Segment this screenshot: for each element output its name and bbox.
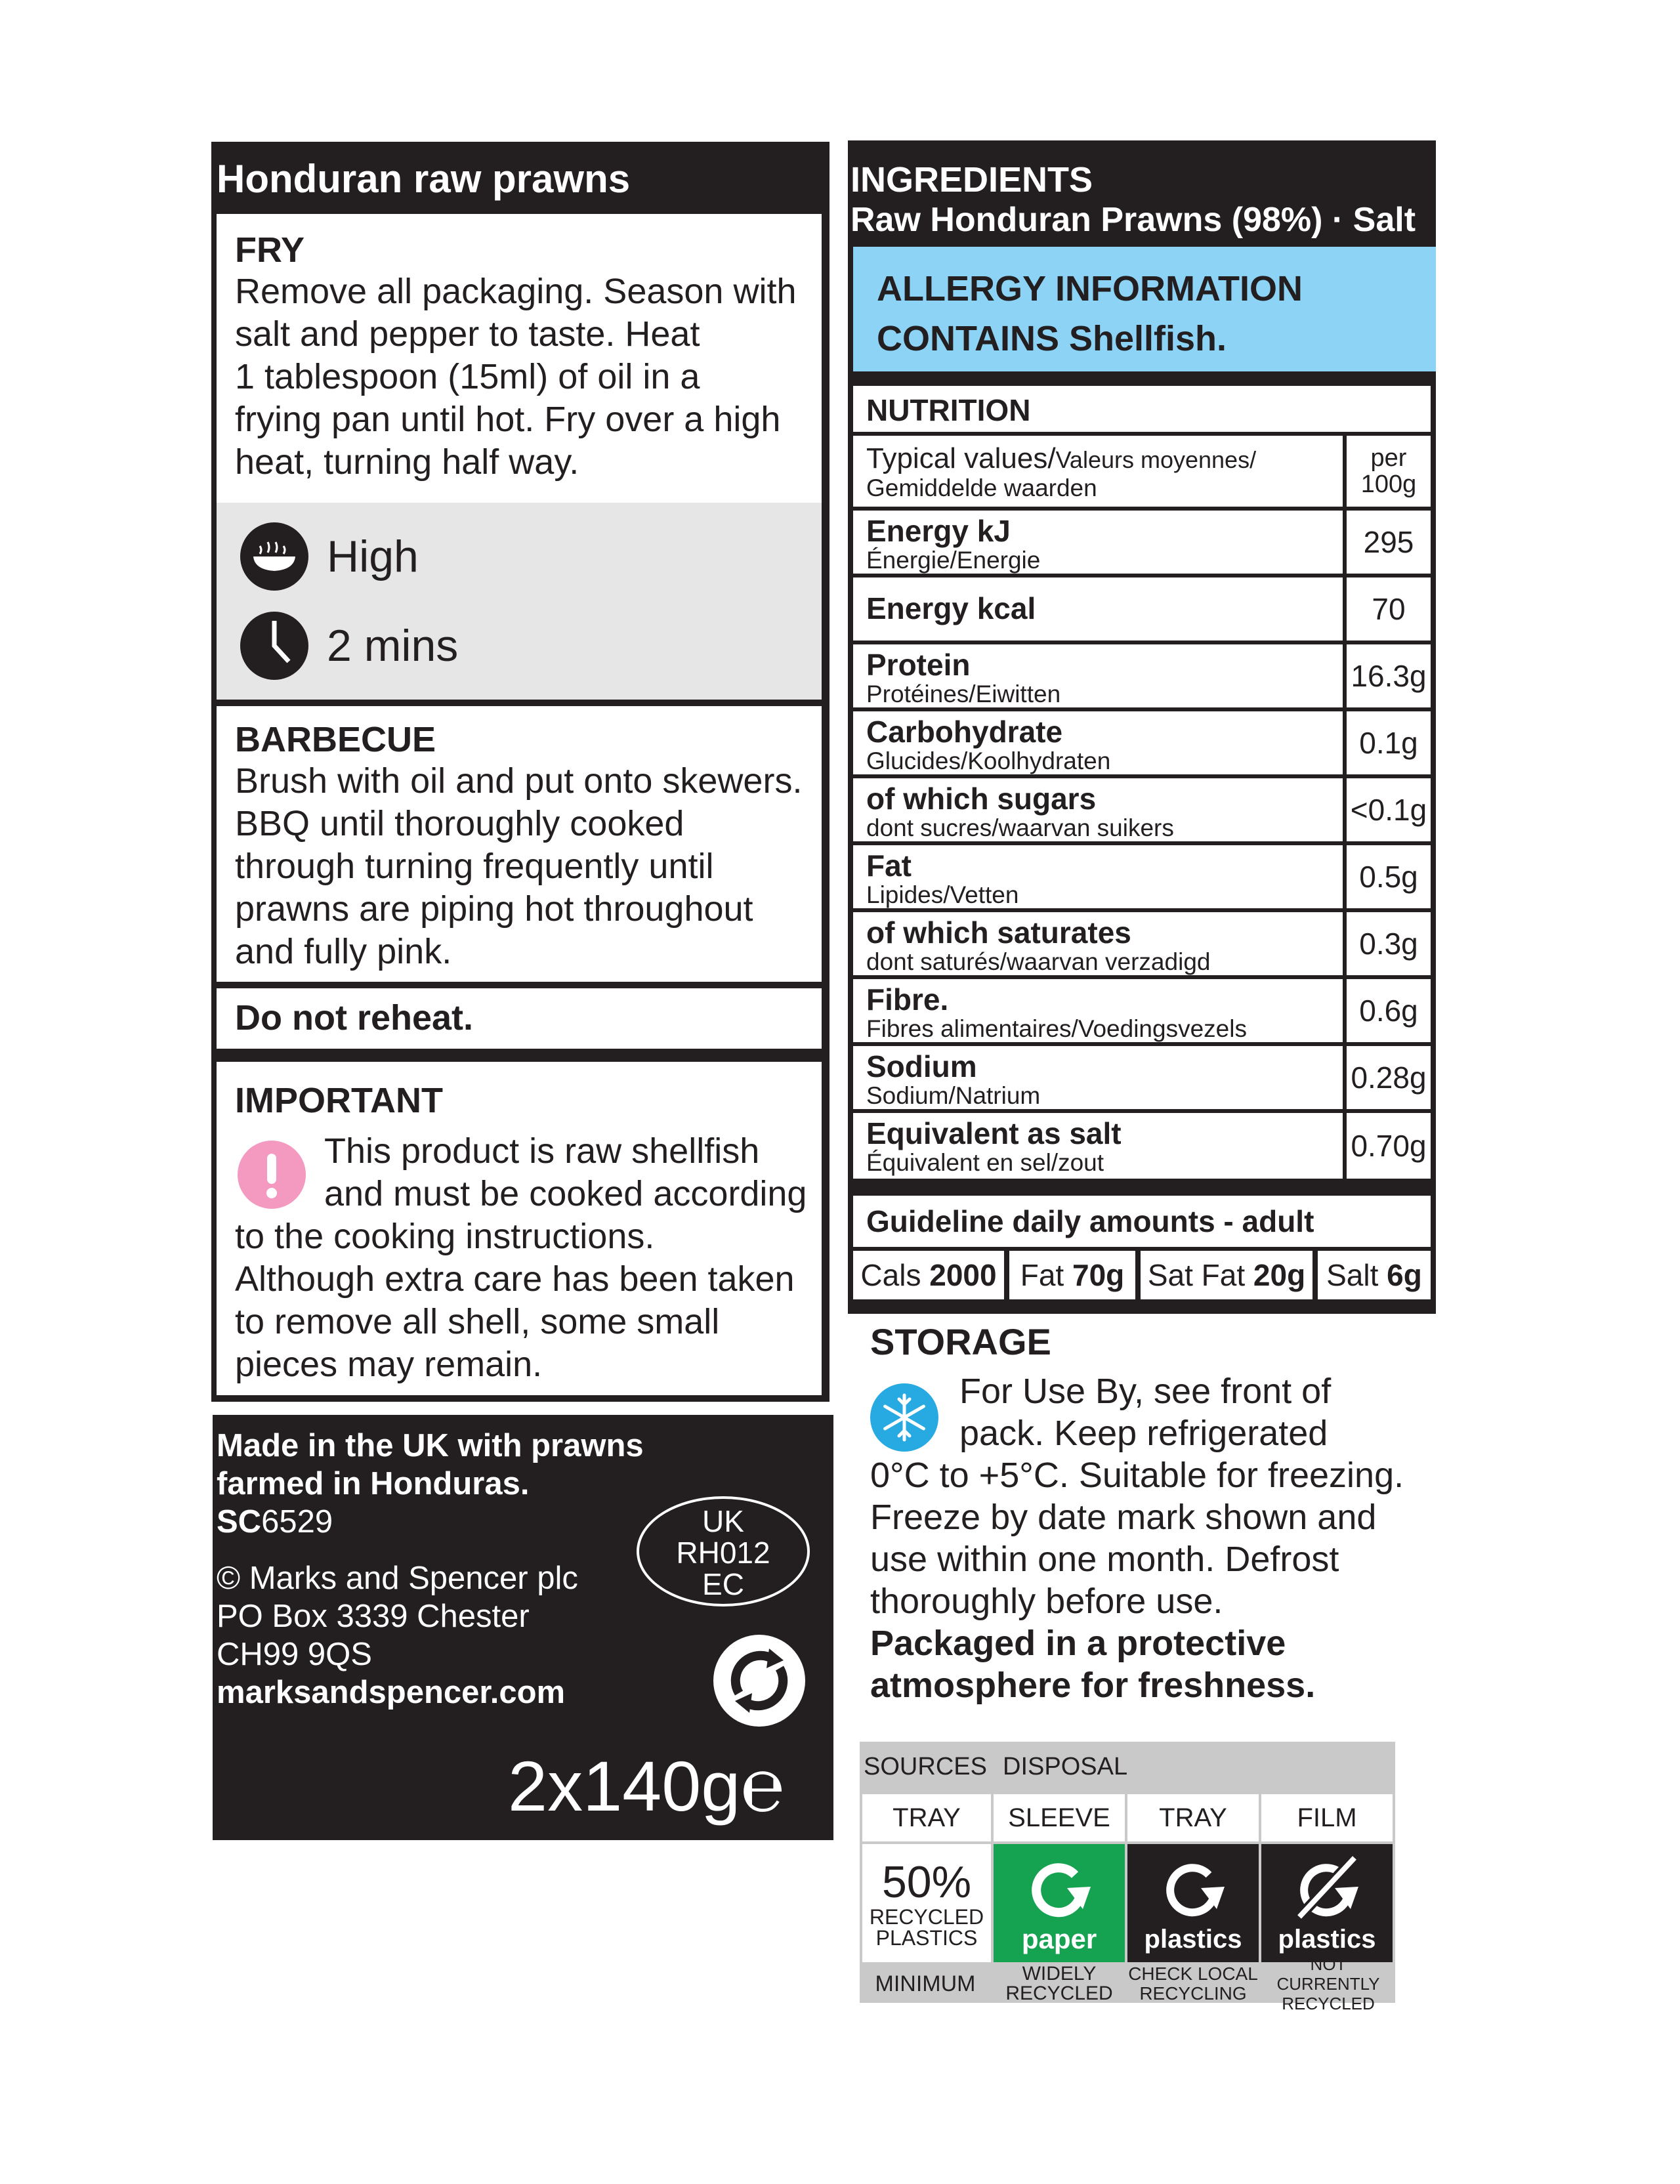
nutrient-value: 0.28g	[1347, 1046, 1431, 1109]
nutrition-row	[853, 1046, 1431, 1109]
nutrition-row	[853, 511, 1431, 574]
nutrition-row	[853, 778, 1431, 841]
fry-line: 1 tablespoon (15ml) of oil in a	[235, 357, 700, 396]
important-line: to the cooking instructions.	[235, 1217, 655, 1256]
recycle-arrow-icon	[1154, 1853, 1232, 1925]
nutrition-row	[853, 711, 1431, 774]
nutrient-value: 0.1g	[1347, 711, 1431, 774]
status-line: RECYCLED	[1005, 1983, 1113, 2004]
supplier-code-number: 6529	[261, 1504, 333, 1540]
frying-pan-icon	[240, 522, 308, 591]
nutrition-row	[853, 578, 1431, 640]
nutrient-name: Sodium	[866, 1049, 977, 1083]
health-mark-line: RH012	[676, 1536, 770, 1570]
barbecue-section	[217, 706, 822, 982]
material-label: paper	[1021, 1923, 1097, 1954]
address-line: CH99 9QS	[217, 1637, 372, 1672]
barbecue-heading: BARBECUE	[235, 720, 436, 759]
recycled-percent: 50%	[881, 1857, 972, 1907]
column-header: TRAY	[1127, 1794, 1259, 1841]
allergy-text: CONTAINS Shellfish.	[877, 319, 1227, 358]
storage-line: thoroughly before use.	[870, 1582, 1223, 1621]
typical-values-nl: Gemiddelde waarden	[866, 474, 1097, 501]
nutrient-translation: Glucides/Koolhydraten	[866, 747, 1111, 774]
fry-heading: FRY	[235, 230, 304, 270]
fry-settings	[217, 503, 822, 700]
nutrient-value: 16.3g	[1347, 644, 1431, 707]
nutrition-row	[853, 1113, 1431, 1179]
heat-label: High	[327, 532, 419, 581]
nutrient-name: Fibre.	[866, 982, 949, 1017]
fry-line: Remove all packaging. Season with	[235, 272, 797, 311]
barbecue-line: BBQ until thoroughly cooked	[235, 804, 684, 843]
storage-line-bold: Packaged in a protective	[870, 1624, 1286, 1663]
status-line: NOT CURRENTLY	[1276, 1954, 1380, 1994]
per-label: per	[1370, 444, 1407, 472]
cooking-instructions	[211, 214, 830, 1402]
supplier-code-prefix: SC	[217, 1504, 262, 1540]
status-line: RECYCLED	[1282, 1994, 1375, 2013]
gda-label: Sat Fat	[1147, 1258, 1246, 1292]
nutrition-heading: NUTRITION	[853, 386, 1431, 432]
estimated-sign-icon: ℮	[740, 1744, 785, 1826]
website: marksandspencer.com	[217, 1675, 566, 1710]
tray-recycle-label	[1127, 1844, 1259, 1962]
nutrient-name: of which sugars	[866, 782, 1097, 816]
company-name: © Marks and Spencer plc	[217, 1561, 578, 1596]
material-label: plastics	[1278, 1925, 1376, 1954]
nutrient-value: <0.1g	[1347, 778, 1431, 841]
barbecue-line: through turning frequently until	[235, 847, 714, 886]
sleeve-recycle-label	[994, 1844, 1125, 1962]
barbecue-line: and fully pink.	[235, 932, 452, 971]
gda-value: 2000	[929, 1258, 997, 1292]
storage-line: For Use By, see front of	[959, 1372, 1332, 1411]
recycle-arrows-icon	[710, 1631, 808, 1730]
nutrition-row	[853, 644, 1431, 707]
origin-panel	[213, 1415, 833, 1840]
gda-cell	[1141, 1251, 1312, 1299]
ingredients-panel	[848, 140, 1436, 247]
gda-value: 20g	[1253, 1258, 1306, 1292]
typical-values-label: Typical values/	[866, 442, 1056, 474]
status-line: RECYCLING	[1139, 1983, 1247, 2004]
gda-value: 70g	[1072, 1258, 1125, 1292]
barbecue-line: prawns are piping hot throughout	[235, 889, 753, 929]
recycled-line: PLASTICS	[875, 1926, 978, 1950]
nutrient-value: 0.5g	[1347, 845, 1431, 908]
gda-cell	[853, 1251, 1004, 1299]
nutrient-translation: Énergie/Energie	[866, 547, 1041, 574]
status-line: CHECK LOCAL	[1128, 1964, 1258, 1984]
gda-heading: Guideline daily amounts - adult	[853, 1196, 1431, 1247]
nutrient-name: Protein	[866, 648, 971, 682]
ingredients-text: Raw Honduran Prawns (98%) · Salt	[850, 201, 1416, 239]
origin-line: Made in the UK with prawns	[217, 1428, 644, 1463]
time-setting	[240, 612, 458, 680]
film-recycle-label	[1261, 1844, 1393, 1962]
fry-line: frying pan until hot. Fry over a high	[235, 400, 781, 439]
gda-cell	[1318, 1251, 1431, 1299]
not-recyclable-icon	[1288, 1853, 1366, 1925]
recycling-status	[1127, 1965, 1259, 2003]
snowflake-icon	[870, 1383, 938, 1452]
nutrient-translation: Fibres alimentaires/Voedingsvezels	[866, 1015, 1247, 1042]
nutrient-name: Energy kJ	[866, 514, 1011, 548]
fry-section	[217, 214, 822, 503]
product-title: Honduran raw prawns	[211, 142, 830, 214]
material-label: plastics	[1144, 1925, 1242, 1954]
storage-line: use within one month. Defrost	[870, 1540, 1339, 1579]
nutrient-translation: Équivalent en sel/zout	[866, 1149, 1104, 1176]
nutrient-value: 0.6g	[1347, 979, 1431, 1042]
column-header: TRAY	[862, 1794, 991, 1841]
storage-line: pack. Keep refrigerated	[959, 1414, 1328, 1453]
net-weight-value: 2x140g	[508, 1746, 741, 1826]
supplier-code	[217, 1503, 333, 1541]
storage-line: 0°C to +5°C. Suitable for freezing.	[870, 1456, 1404, 1495]
recycle-arrow-icon	[1020, 1853, 1099, 1925]
important-line: pieces may remain.	[235, 1345, 543, 1384]
ingredients-heading: INGREDIENTS	[850, 160, 1093, 200]
storage-line-bold: atmosphere for freshness.	[870, 1666, 1316, 1705]
nutrition-row	[853, 845, 1431, 908]
address-line: PO Box 3339 Chester	[217, 1599, 530, 1634]
gda-label: Fat	[1020, 1258, 1064, 1292]
nutrient-name: of which saturates	[866, 915, 1131, 950]
nutrient-translation: dont sucres/waarvan suikers	[866, 814, 1174, 841]
nutrient-translation: Protéines/Eiwitten	[866, 681, 1061, 707]
gda-label: Salt	[1326, 1258, 1379, 1292]
gda-value: 6g	[1387, 1258, 1422, 1292]
nutrient-translation: Lipides/Vetten	[866, 881, 1019, 908]
column-header: SLEEVE	[994, 1794, 1125, 1841]
per-amount: 100g	[1360, 471, 1417, 498]
nutrient-name: Equivalent as salt	[866, 1116, 1122, 1150]
storage-line: Freeze by date mark shown and	[870, 1498, 1377, 1537]
fry-line: salt and pepper to taste. Heat	[235, 314, 700, 354]
recycling-status	[994, 1965, 1125, 2003]
nutrient-name: Carbohydrate	[866, 715, 1063, 749]
nutrient-value: 0.70g	[1347, 1113, 1431, 1179]
gda-label: Cals	[860, 1258, 921, 1292]
important-line: and must be cooked according	[324, 1174, 807, 1213]
nutrition-row	[853, 979, 1431, 1042]
storage-section	[870, 1319, 1454, 1726]
nutrient-translation: Sodium/Natrium	[866, 1082, 1041, 1109]
sources-label: SOURCES	[860, 1742, 991, 1792]
important-section	[217, 1062, 822, 1395]
column-header: FILM	[1261, 1794, 1393, 1841]
storage-heading: STORAGE	[870, 1321, 1051, 1362]
allergy-heading: ALLERGY INFORMATION	[877, 269, 1303, 308]
important-heading: IMPORTANT	[235, 1081, 443, 1120]
net-weight	[508, 1743, 785, 1829]
nutrient-name: Energy kcal	[866, 591, 1036, 625]
barbecue-line: Brush with oil and put onto skewers.	[235, 761, 803, 801]
recycled-content	[862, 1844, 991, 1962]
nutrient-value: 70	[1347, 578, 1431, 640]
fry-line: heat, turning half way.	[235, 442, 579, 482]
minimum-label: MINIMUM	[860, 1965, 991, 2003]
important-line: This product is raw shellfish	[324, 1131, 760, 1171]
nutrient-name: Fat	[866, 849, 912, 883]
disposal-label: DISPOSAL	[994, 1742, 1395, 1792]
nutrient-value: 0.3g	[1347, 912, 1431, 975]
nutrient-value: 295	[1347, 511, 1431, 574]
nutrition-table	[848, 371, 1436, 1314]
health-mark-line: UK	[702, 1504, 744, 1538]
origin-line: farmed in Honduras.	[217, 1466, 530, 1502]
warning-icon	[238, 1141, 306, 1209]
recycled-line: RECYCLED	[869, 1905, 984, 1929]
health-mark-line: EC	[702, 1567, 744, 1601]
packaging-recycling-table	[860, 1742, 1395, 2013]
status-line: WIDELY	[1022, 1963, 1097, 1984]
clock-icon	[240, 612, 308, 680]
health-mark	[637, 1496, 810, 1606]
important-line: Although extra care has been taken	[235, 1259, 795, 1299]
time-label: 2 mins	[327, 621, 459, 671]
do-not-reheat: Do not reheat.	[217, 988, 822, 1049]
nutrition-header-row	[853, 436, 1431, 507]
gda-cell	[1009, 1251, 1135, 1299]
recycling-status	[1261, 1954, 1395, 2013]
heat-setting	[240, 522, 419, 591]
important-line: to remove all shell, some small	[235, 1302, 720, 1341]
nutrient-translation: dont saturés/waarvan verzadigd	[866, 948, 1211, 975]
nutrition-row	[853, 912, 1431, 975]
typical-values-fr: Valeurs moyennes/	[1055, 446, 1257, 473]
allergy-panel	[848, 247, 1436, 371]
